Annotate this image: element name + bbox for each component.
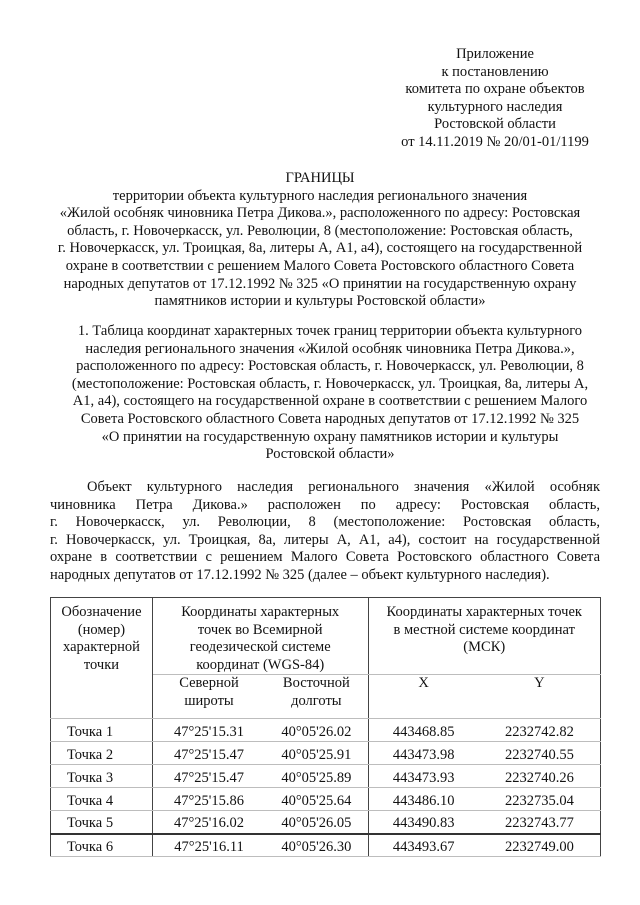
north-value: 47°25'15.47 bbox=[152, 742, 265, 765]
appendix-line: к постановлению bbox=[441, 63, 549, 80]
east-longitude-header: Восточной долготы bbox=[265, 675, 368, 719]
section-line: расположенного по адресу: Ростовская область, г. Новочеркасск, ул. Революции, 8 bbox=[76, 358, 584, 375]
document-heading bbox=[50, 170, 590, 311]
north-value: 47°25'15.86 bbox=[152, 788, 265, 811]
point-designation-header: Обозначение (номер) характерной точки bbox=[51, 598, 153, 719]
x-header: X bbox=[368, 675, 479, 719]
point-name: Точка 6 bbox=[51, 834, 153, 857]
document-title: ГРАНИЦЫ bbox=[285, 170, 355, 186]
heading-line: «Жилой особняк чиновника Петра Дикова.», расположенного по адресу: Ростовская bbox=[59, 205, 581, 222]
wgs84-header: Координаты характерных точек во Всемирной геодезической системе координат (WGS-84) bbox=[152, 598, 368, 675]
appendix-line: Ростовской области bbox=[434, 116, 556, 133]
y-header: Y bbox=[479, 675, 601, 719]
appendix-block bbox=[400, 46, 590, 152]
y-value: 2232749.00 bbox=[479, 834, 601, 857]
x-value: 443468.85 bbox=[368, 719, 479, 742]
east-value: 40°05'26.02 bbox=[265, 719, 368, 742]
section-line: Ростовской области» bbox=[265, 446, 395, 463]
north-value: 47°25'16.11 bbox=[152, 834, 265, 857]
north-value: 47°25'15.31 bbox=[152, 719, 265, 742]
east-value: 40°05'25.64 bbox=[265, 788, 368, 811]
east-value: 40°05'26.30 bbox=[265, 834, 368, 857]
section-line: «О принятии на государственную охрану памятников истории и культуры bbox=[101, 428, 559, 445]
x-value: 443490.83 bbox=[368, 811, 479, 834]
appendix-line: Приложение bbox=[456, 46, 534, 62]
section-1-title bbox=[60, 323, 600, 464]
x-value: 443486.10 bbox=[368, 788, 479, 811]
y-value: 2232743.77 bbox=[479, 811, 601, 834]
y-value: 2232740.26 bbox=[479, 765, 601, 788]
section-line: 1. Таблица координат характерных точек границ территории объекта культурного bbox=[77, 323, 583, 339]
point-name: Точка 5 bbox=[51, 811, 153, 834]
table-row bbox=[51, 765, 601, 788]
appendix-line: культурного наследия bbox=[427, 98, 563, 115]
x-value: 443473.93 bbox=[368, 765, 479, 788]
point-name: Точка 3 bbox=[51, 765, 153, 788]
x-value: 443493.67 bbox=[368, 834, 479, 857]
paragraph-line: чиновника Петра Дикова.» расположен по адресу: Ростовская область, bbox=[50, 496, 600, 513]
section-line: А1, а4), состоящего на государственной охране в соответствии с решением Малого bbox=[72, 393, 588, 410]
section-line: наследия регионального значения «Жилой особняк чиновника Петра Дикова.», bbox=[85, 340, 575, 357]
paragraph-line: г. Новочеркасск, ул. Революции, 8 (местоположение: Ростовская область, bbox=[50, 514, 600, 531]
heading-line: охране в соответствии с решением Малого Совета Ростовского областного Совета bbox=[65, 257, 575, 274]
table-row bbox=[51, 834, 601, 857]
y-value: 2232735.04 bbox=[479, 788, 601, 811]
x-value: 443473.98 bbox=[368, 742, 479, 765]
y-value: 2232740.55 bbox=[479, 742, 601, 765]
heading-line: г. Новочеркасск, ул. Троицкая, 8а, литеры А, А1, а4), состоящего на государственной bbox=[57, 240, 583, 257]
section-line: Совета Ростовского областного Совета народных депутатов от 17.12.1992 № 325 bbox=[80, 410, 580, 427]
table-row bbox=[51, 788, 601, 811]
north-latitude-header: Северной широты bbox=[152, 675, 265, 719]
paragraph-line: народных депутатов от 17.12.1992 № 325 (далее – объект культурного наследия). bbox=[50, 566, 550, 583]
msk-header: Координаты характерных точек в местной системе координат (МСК) bbox=[368, 598, 601, 675]
table-header-row bbox=[51, 598, 601, 675]
north-value: 47°25'15.47 bbox=[152, 765, 265, 788]
table-row bbox=[51, 811, 601, 834]
appendix-line: комитета по охране объектов bbox=[405, 81, 585, 98]
coordinates-table bbox=[50, 597, 601, 857]
east-value: 40°05'26.05 bbox=[265, 811, 368, 834]
east-value: 40°05'25.89 bbox=[265, 765, 368, 788]
appendix-date-line: от 14.11.2019 № 20/01-01/1199 bbox=[401, 133, 589, 150]
heading-line: народных депутатов от 17.12.1992 № 325 «О принятии на государственную охрану bbox=[63, 275, 577, 292]
heading-line: область, г. Новочеркасск, ул. Революции, 8 (местоположение: Ростовская область, bbox=[67, 222, 573, 239]
north-value: 47°25'16.02 bbox=[152, 811, 265, 834]
point-name: Точка 2 bbox=[51, 742, 153, 765]
point-name: Точка 1 bbox=[51, 719, 153, 742]
section-line: (местоположение: Ростовская область, г. Новочеркасск, ул. Троицкая, 8а, литеры А, bbox=[71, 375, 589, 392]
paragraph-line: охране в соответствии с решением Малого Совета Ростовского областного Совета bbox=[50, 549, 600, 566]
point-name: Точка 4 bbox=[51, 788, 153, 811]
east-value: 40°05'25.91 bbox=[265, 742, 368, 765]
table-row bbox=[51, 742, 601, 765]
paragraph-line: Объект культурного наследия регионального значения «Жилой особняк bbox=[87, 479, 600, 495]
description-paragraph bbox=[50, 479, 600, 585]
paragraph-line: г. Новочеркасск, ул. Троицкая, 8а, литеры А, А1, а4), состоит на государственной bbox=[50, 531, 600, 548]
table-row bbox=[51, 719, 601, 742]
y-value: 2232742.82 bbox=[479, 719, 601, 742]
heading-line: территории объекта культурного наследия регионального значения bbox=[112, 187, 528, 204]
heading-line: памятников истории и культуры Ростовской области» bbox=[154, 293, 486, 310]
